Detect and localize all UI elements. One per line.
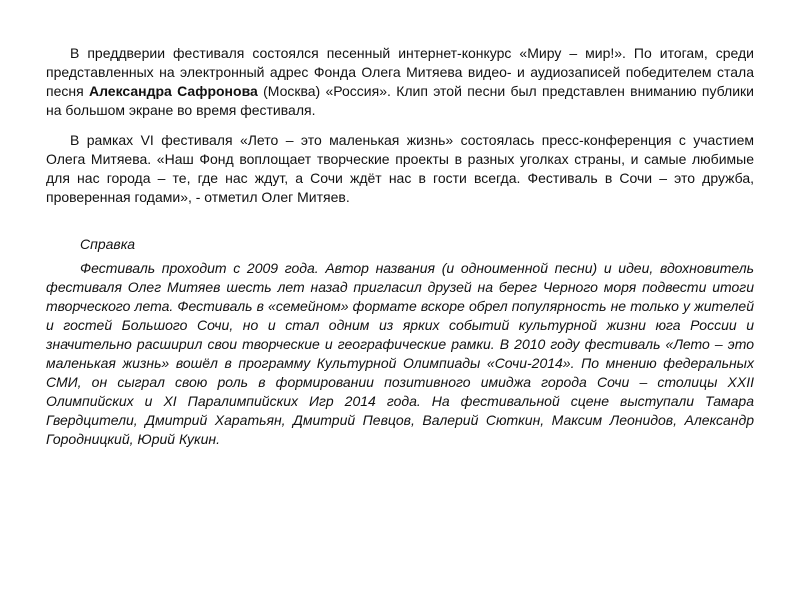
paragraph-contest-text-end: (Москва) «Россия». Клип этой песни был представлен вниманию публики на большом экране во время фестиваля. <box>46 83 754 118</box>
paragraph-contest-text-start: В преддверии фестиваля состоялся песенный интернет-конкурс «Миру – мир!». По итогам, среди представленных на электронный адрес Фонда Олега Митяева видео- и аудиозаписей победителем стала песня <box>46 45 754 99</box>
paragraph-contest <box>46 44 754 120</box>
reference-text: Фестиваль проходит с 2009 года. Автор названия (и одноименной песни) и идеи, вдохновитель фестиваля Олег Митяев шесть лет назад пригласил друзей на берег Черного моря подвести итоги творческого лета. Фестиваль в «семейном» формате вскоре обрел популярность не только у жителей и гостей Большого Сочи, но и стал одним из ярких событий культурной жизни юга России и значительно расширил свои творческие и географические рамки. В 2010 году фестиваль «Лето – это маленькая жизнь» вошёл в программу Культурной Олимпиады «Сочи-2014». По мнению федеральных СМИ, он сыграл свою роль в формировании позитивного имиджа города Сочи – столицы XXII Олимпийских и XI Паралимпийских Игр 2014 года. На фестивальной сцене выступали Тамара Гвердцители, Дмитрий Харатьян, Дмитрий Певцов, Валерий Сюткин, Максим Леонидов, Александр Городницкий, Юрий Кукин. <box>46 260 754 447</box>
winner-name: Александра Сафронова <box>88 83 258 99</box>
reference-heading: Справка <box>80 236 136 252</box>
paragraph-press-conference: В рамках VI фестиваля «Лето – это маленькая жизнь» состоялась пресс-конференция с участием Олега Митяева. «Наш Фонд воплощает творческие проекты в разных уголках страны, и самые любимые для нас города – те, где нас ждут, а Сочи ждёт нас в гости всегда. Фестиваль в Сочи – это дружба, проверенная годами», - отметил Олег Митяев. <box>46 132 754 205</box>
